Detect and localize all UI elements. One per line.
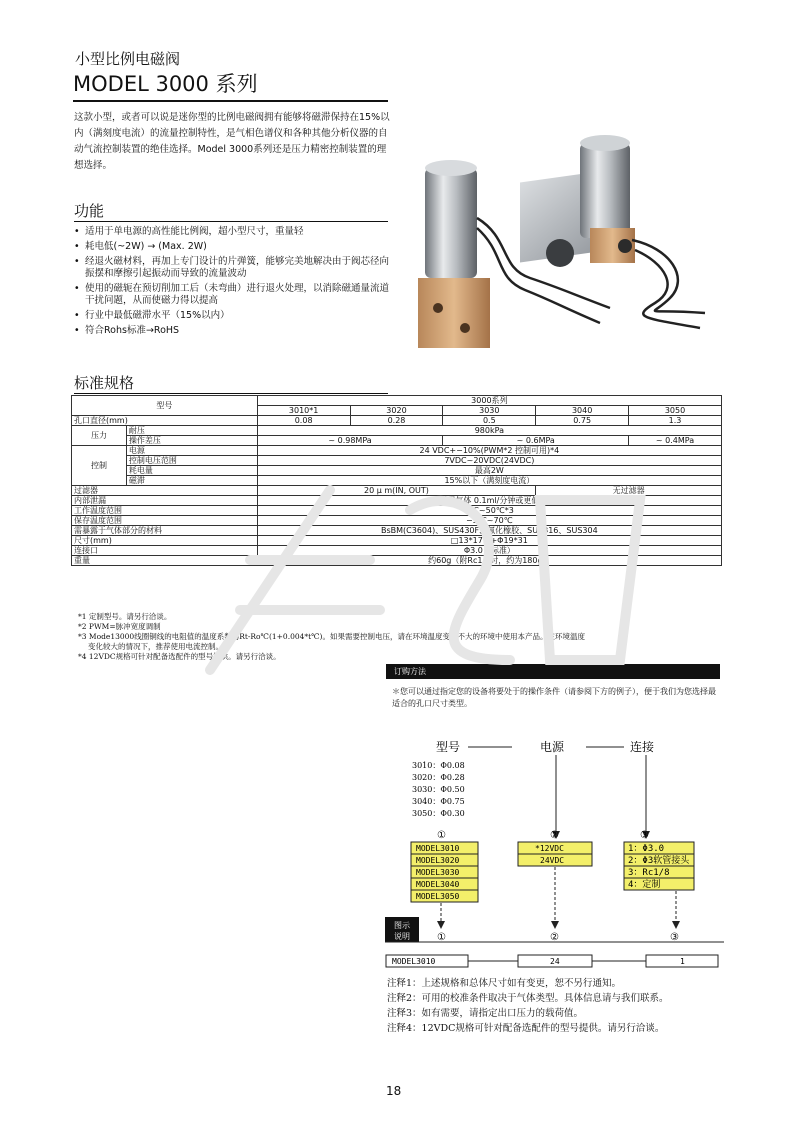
- spec-optemp-label: 工作温度范围: [72, 506, 258, 516]
- spec-material-label: 需暴露于气体部分的材料: [72, 526, 258, 536]
- spec-orifice: 0.5: [443, 416, 536, 426]
- order-col-conn: 连接: [630, 740, 655, 754]
- example-model: MODEL3010: [392, 957, 436, 966]
- order-col-power: 电源: [540, 740, 565, 754]
- spec-control-label: 控制: [72, 446, 127, 486]
- spec-note: 变化较大的情况下，推荐使用电流控制。: [88, 642, 223, 651]
- spec-optemp-value: 0℃~50℃*3: [257, 506, 721, 516]
- footnote: 注释2：可用的校准条件取决于气体类型。具体信息请与我们联系。: [387, 993, 669, 1004]
- spec-note: *4 12VDC规格可针对配备选配件的型号提供。请另行洽谈。: [78, 652, 281, 661]
- intro-paragraph: 这款小型，或者可以说是迷你型的比例电磁阀拥有能够将磁滞保持在15%以内（满刻度电流）的流量控制特性，是气相色谱仪和各种其他分析仪器的自动气流控制装置的绝佳选择。Model 3000系列还是压力精密控制装置的理想选择。: [74, 112, 390, 171]
- watermark: [180, 470, 660, 690]
- spec-filter-label: 过滤器: [72, 486, 258, 496]
- order-col-model: 型号: [436, 740, 461, 754]
- spec-heading: 标准规格: [74, 372, 388, 394]
- circle-number-3: ③: [640, 830, 649, 841]
- footnote: 注释4：12VDC规格可针对配备选配件的型号提供。请另行洽谈。: [387, 1023, 665, 1034]
- spec-diff-value: ~ 0.6MPa: [443, 436, 629, 446]
- feature-item: • 行业中最低磁滞水平（15%以内）: [74, 310, 390, 322]
- page-subtitle: 小型比例电磁阀: [75, 50, 181, 68]
- feature-item: • 符合Rohs标准→RoHS: [74, 325, 390, 337]
- spec-hysteresis-value: 15%以下（满刻度电流）: [257, 476, 721, 486]
- orifice-item: 3040：Φ0.75: [412, 797, 465, 806]
- features-heading: 功能: [74, 200, 388, 222]
- orifice-item: 3010：Φ0.08: [412, 761, 465, 770]
- conn-option: 3：Rc1/8: [628, 868, 670, 878]
- spec-sttemp-value: −5℃~70℃: [257, 516, 721, 526]
- spec-consumption-label: 耗电量: [126, 466, 257, 476]
- spec-size-label: 尺寸(mm): [72, 536, 258, 546]
- page-number: 18: [386, 1084, 402, 1098]
- spec-orifice: 0.28: [350, 416, 443, 426]
- product-photo: [410, 128, 710, 358]
- example-circle-1: ①: [437, 932, 446, 943]
- spec-note: *1 定制型号。请另行洽谈。: [78, 612, 172, 621]
- footnotes: [387, 976, 727, 1036]
- spec-power-value: 24 VDC+−10%(PWM*2 控制可用)*4: [257, 446, 721, 456]
- spec-orifice: 1.3: [629, 416, 722, 426]
- conn-option: 1：Φ3.0: [628, 844, 665, 854]
- order-note: ＊您可以通过指定您的设备将要处于的操作条件（请参阅下方的例子），便于我们为您选择最适合的孔口尺寸类型。: [392, 687, 716, 708]
- spec-proof-value: 980kPa: [257, 426, 721, 436]
- model-option: MODEL3030: [416, 868, 460, 877]
- features-list: [74, 226, 390, 340]
- spec-proof-label: 耐压: [126, 426, 257, 436]
- spec-diff-value: ~ 0.4MPa: [629, 436, 722, 446]
- spec-filter-value: 无过滤器: [536, 486, 722, 496]
- spec-note: *2 PWM=脉冲宽度调制: [78, 622, 161, 631]
- model-option: MODEL3010: [416, 844, 460, 853]
- order-diagram: [380, 735, 725, 975]
- spec-weight-label: 重量: [72, 556, 258, 566]
- example-circle-2: ②: [550, 932, 559, 943]
- example-label: 说明: [394, 932, 410, 941]
- footnote: 注释3：如有需要，请指定出口压力的载荷值。: [387, 1008, 584, 1019]
- spec-orifice: 0.75: [536, 416, 629, 426]
- model-option: MODEL3050: [416, 892, 460, 901]
- power-option: 24VDC: [540, 856, 565, 865]
- spec-model: 3010*1: [257, 406, 350, 416]
- spec-model-label: 型号: [72, 396, 258, 416]
- feature-item: • 耗电低(~2W) → (Max. 2W): [74, 241, 390, 253]
- conn-option: 4：定制: [628, 880, 661, 890]
- spec-size-value: □13*17.5+Φ19*31: [257, 536, 721, 546]
- spec-consumption-value: 最高2W: [257, 466, 721, 476]
- spec-model: 3050: [629, 406, 722, 416]
- example-label: 图示: [394, 921, 410, 930]
- orifice-item: 3050：Φ0.30: [412, 809, 465, 818]
- footnote: 注释1：上述规格和总体尺寸如有变更，恕不另行通知。: [387, 978, 622, 989]
- feature-item: • 使用的磁轭在预切削加工后（未弯曲）进行退火处理，以消除磁通量流道干扰问题，从而使磁力得以提高: [74, 283, 390, 307]
- circle-number-1: ①: [437, 830, 446, 841]
- spec-leak-value: 适用气体 0.1ml/分钟或更低: [257, 496, 721, 506]
- spec-series: 3000系列: [257, 396, 721, 406]
- page-title: MODEL 3000 系列: [73, 68, 388, 102]
- model-option: MODEL3040: [416, 880, 460, 889]
- feature-item: • 适用于单电源的高性能比例阀，超小型尺寸，重量轻: [74, 226, 390, 238]
- orifice-item: 3030：Φ0.50: [412, 785, 465, 794]
- spec-port-label: 连接口: [72, 546, 258, 556]
- spec-model: 3030: [443, 406, 536, 416]
- spec-filter-value: 20 μ m(IN, OUT): [257, 486, 536, 496]
- spec-model: 3020: [350, 406, 443, 416]
- spec-hysteresis-label: 磁滞: [126, 476, 257, 486]
- order-heading: 订购方法: [386, 664, 720, 679]
- spec-voltage-value: 7VDC~20VDC(24VDC): [257, 456, 721, 466]
- spec-voltage-label: 控制电压范围: [126, 456, 257, 466]
- spec-port-value: Φ3.0（标准）: [257, 546, 721, 556]
- spec-note: *3 Mode13000线圈铜线的电阻值的温度系数为Rt-Ro℃(1+0.004*t℃)。如果需要控制电压，请在环境温度变化不大的环境中使用本产品。在环境温度: [78, 632, 585, 641]
- example-circle-3: ③: [670, 932, 679, 943]
- spec-model: 3040: [536, 406, 629, 416]
- spec-orifice-label: 孔口直径(mm): [72, 416, 258, 426]
- spec-diff-value: ~ 0.98MPa: [257, 436, 443, 446]
- spec-leak-label: 内部泄漏: [72, 496, 258, 506]
- example-power: 24: [550, 957, 560, 966]
- spec-sttemp-label: 保存温度范围: [72, 516, 258, 526]
- spec-material-value: BsBM(C3604)、SUS430F、氟化橡胶、SUS316、SUS304: [257, 526, 721, 536]
- orifice-item: 3020：Φ0.28: [412, 773, 465, 782]
- spec-orifice: 0.08: [257, 416, 350, 426]
- spec-weight-value: 约60g（附Rc1/8时，约为180g）: [257, 556, 721, 566]
- circle-number-2: ②: [550, 830, 559, 841]
- model-option: MODEL3020: [416, 856, 460, 865]
- conn-option: 2：Φ3软管接头: [628, 856, 690, 866]
- example-conn: 1: [680, 957, 685, 966]
- feature-item: • 经退火磁材料，再加上专门设计的片弹簧，能够完美地解决由于阀芯径向振摆和摩擦引起振动而导致的流量波动: [74, 256, 390, 280]
- spec-power-label: 电源: [126, 446, 257, 456]
- spec-pressure-label: 压力: [72, 426, 127, 446]
- spec-diff-label: 操作差压: [126, 436, 257, 446]
- power-option: *12VDC: [535, 844, 564, 853]
